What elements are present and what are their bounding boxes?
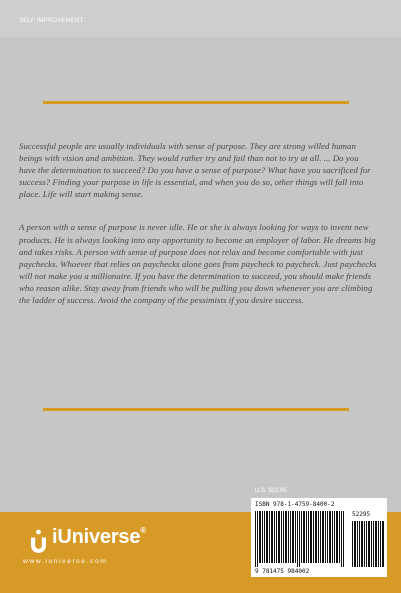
iuniverse-logo-icon — [28, 529, 49, 554]
category-label: SELF IMPROVEMENT — [19, 18, 84, 24]
publisher-url: www.iuniverse.com — [23, 558, 108, 565]
bottom-accent-rule — [43, 408, 349, 411]
description-copy — [19, 140, 377, 306]
description-paragraph-1: Successful people are usually individuals with sense of purpose. They are strong willed human beings with vision and ambition. They would rather try and fail than not to try at all. ... Do you have the determination to succeed? Do you have a sense of purpose? What have you sacrificed for success? Finding your purpose in life is essential, and when you do so, other things will fall into place. Life will start making sense. — [19, 141, 371, 200]
price-code-text: 52295 — [352, 511, 371, 518]
price-label: U.S. $22.95 — [255, 488, 287, 494]
publisher-name-text: iUniverse — [52, 526, 141, 548]
addon-barcode-icon — [352, 521, 384, 567]
barcode-panel — [251, 498, 387, 577]
top-accent-rule — [43, 101, 349, 104]
trademark-symbol: ® — [140, 526, 146, 535]
isbn-text: ISBN 978-1-4759-8400-2 — [255, 501, 335, 508]
barcode-icon — [255, 511, 346, 567]
publisher-logo — [28, 527, 166, 561]
barcode-number: 9 781475 984002 — [255, 568, 310, 575]
description-paragraph-2: A person with a sense of purpose is never idle. He or she is always looking for ways to invent new products. He is always looking into any opportunity to become an employer of labor. He dreams big and takes risks. A person with sense of purpose does not relax and become comfortable with just paychecks. Whoever that relies on paychecks alone goes from paycheck to paycheck. Just paychecks will not make you a millionaire. If you have the determination to succeed, you should make friends who reason alike. Stay away from friends who will be pulling you down whenever you are climbing the ladder of success. Avoid the company of the pessimists if you desire success. — [19, 222, 377, 306]
publisher-name — [52, 527, 146, 547]
